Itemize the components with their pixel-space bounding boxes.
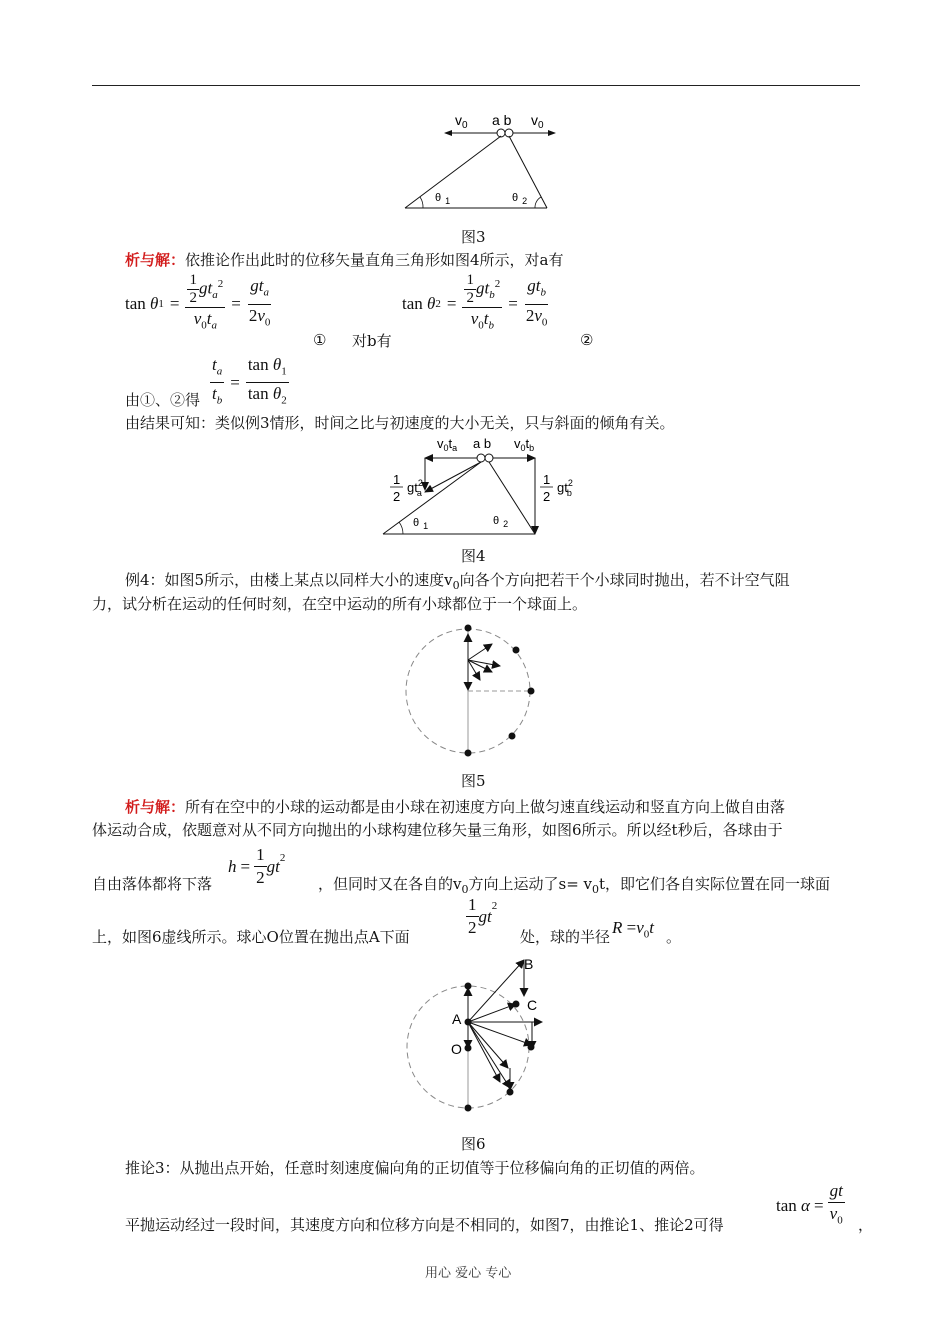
eq1-number: ① xyxy=(313,331,327,349)
fig4-ab-label: a b xyxy=(473,436,492,451)
equation-1: tan θ 1 = $\frac{1}{2}$ $gt_a^2$ $v_0t_a$ = $\frac{gt_a}{2v_0}$ xyxy=(125,272,271,332)
section2-line2: 体运动合成，依题意对从不同方向抛出的小球构建位移矢量三角形，如图6所示。所以经t秒后，各球由于 xyxy=(92,821,783,839)
fig3-ball-a xyxy=(497,129,505,137)
fig3-v0-right: $v_0$ xyxy=(531,112,544,131)
h-equation: h = $\frac{1}{2}$ gt $^2$ xyxy=(228,845,286,887)
section1-line xyxy=(125,250,564,270)
section2-line4-end: 。 xyxy=(666,928,682,946)
fig4-caption: 图4 xyxy=(461,547,486,565)
fig4-angle-arc-1 xyxy=(399,522,403,534)
page-footer: 用心 爱心 专心 xyxy=(425,1266,512,1281)
section1-heading: 析与解： xyxy=(125,251,186,269)
section2-line4: 上，如图6虚线所示。球心O位置在抛出点A下面 xyxy=(92,928,410,946)
fig3-v0-left: $v_0$ xyxy=(455,112,468,131)
fig6-point-lr xyxy=(507,1089,514,1096)
fig4-half-gt-a xyxy=(390,472,423,504)
fig5-arrow-r xyxy=(468,660,500,666)
svg-text:gt2b: $gt^2$ b xyxy=(557,478,573,498)
fig6-caption: 图6 xyxy=(461,1135,486,1153)
section2-line1: 析与解：所有在空中的小球的运动都是由小球在初速度方向上做匀速直线运动和竖直方向上做自由落 xyxy=(125,798,786,816)
fig6-point-bottom xyxy=(465,1105,472,1112)
svg-text:1: 1 xyxy=(543,472,551,487)
section1-mid-text: 对b有 xyxy=(352,332,392,350)
fig4-theta-2: θ $_2$ xyxy=(493,515,509,529)
fig5-caption: 图5 xyxy=(461,772,486,790)
fig6-label-c: C xyxy=(527,997,538,1013)
fig4-half-gt-b xyxy=(540,472,573,504)
figure-5 xyxy=(400,620,545,760)
fig3-slope-left xyxy=(405,136,501,208)
fig6-point-o xyxy=(465,1045,472,1052)
fig3-theta-1: θ $_1$ xyxy=(435,192,451,206)
fig6-point-right xyxy=(528,1044,535,1051)
svg-text:gt2a: $gt^2$ a xyxy=(407,478,423,498)
fig6-gravity-drops xyxy=(510,960,532,1090)
derive-text: 由①、②得 xyxy=(125,391,201,409)
fig5-ball-right xyxy=(528,688,535,695)
figure-6 xyxy=(400,952,560,1117)
fig3-ab-label: a b xyxy=(492,112,512,128)
corollary3-line2: 平抛运动经过一段时间，其速度方向和位移方向是不相同的，如图7，由推论1、推论2可得 xyxy=(125,1216,724,1234)
section2-line3: 自由落体都将下落 ，但同时又在各自的$v_0$方向上运动了$s= v_0t$，即它们各自实际位置在同一球面 xyxy=(92,875,831,896)
conclusion-text: 由结果可知：类似例3情形，时间之比与初速度的大小无关，只与斜面的倾角有关。 xyxy=(125,414,675,432)
section1-text: 依推论作出此时的位移矢量直角三角形如图4所示，对a有 xyxy=(185,251,564,269)
half-gt-expression: $\frac{1}{2}$ gt $^2$ xyxy=(468,895,498,937)
fig6-point-top xyxy=(465,983,472,990)
fig3-caption: 图3 xyxy=(461,228,486,246)
corollary3-comma: ， xyxy=(858,1216,874,1234)
equation-3: $\frac{t_a}{t_b}$ = $\frac{\tan \theta_1}{\tan \theta_2}$ xyxy=(212,355,287,407)
eq2-number: ② xyxy=(580,331,594,349)
svg-text:2: 2 xyxy=(543,489,551,504)
section2-heading: 析与解： xyxy=(125,798,186,816)
fig4-v0ta: $v_0t_a$ xyxy=(437,436,458,453)
tan-alpha-equation: tan α = $\frac{gt}{v_0}$ xyxy=(776,1181,843,1227)
fig3-angle-arc-2 xyxy=(535,197,541,208)
fig5-ball-top xyxy=(465,625,472,632)
fig6-label-a: A xyxy=(452,1011,462,1027)
fig6-displacement-vectors xyxy=(468,960,542,1088)
fig4-v0tb: $v_0t_b$ xyxy=(514,436,535,453)
fig3-ball-b xyxy=(505,129,513,137)
fig6-point-a xyxy=(465,1019,472,1026)
fig5-ball-lr xyxy=(509,733,516,740)
fig6-point-c xyxy=(513,1001,520,1008)
corollary3-text: 推论3：从抛出点开始，任意时刻速度偏向角的正切值等于位移偏向角的正切值的两倍。 xyxy=(125,1159,705,1177)
svg-text:1: 1 xyxy=(393,472,401,487)
radius-equation: $R =v_0t$ xyxy=(612,918,655,941)
fig6-label-o: O xyxy=(451,1041,462,1057)
example4-line1: 例4：如图5所示，由楼上某点以同样大小的速度$v_0$向各个方向把若干个小球同时抛出，若不计空气阻 xyxy=(125,571,790,592)
equation-2: tan θ 2 = $\frac{1}{2}$ $gt_b^2$ $v_0t_b$ = $\frac{gt_b}{2v_0}$ xyxy=(402,272,548,332)
figure-3 xyxy=(395,108,565,216)
svg-text:2: 2 xyxy=(393,489,401,504)
section2-line4-mid: 处，球的半径 xyxy=(520,928,611,946)
fig4-ball-a xyxy=(477,454,485,462)
fig4-disp-a xyxy=(425,462,481,492)
fig3-angle-arc-1 xyxy=(420,197,423,208)
header-rule xyxy=(92,85,860,86)
figure-4 xyxy=(375,432,595,542)
fig5-ball-ur xyxy=(513,647,520,654)
fig4-theta-1: θ $_1$ xyxy=(413,517,429,531)
fig5-arrow-ur xyxy=(468,644,492,660)
fig5-ball-bottom xyxy=(465,750,472,757)
fig3-theta-2: θ $_2$ xyxy=(512,192,528,206)
fig4-ball-b xyxy=(485,454,493,462)
fig6-label-b: B xyxy=(524,956,534,972)
example4-line2: 力，试分析在运动的任何时刻，在空中运动的所有小球都位于一个球面上。 xyxy=(92,595,588,613)
